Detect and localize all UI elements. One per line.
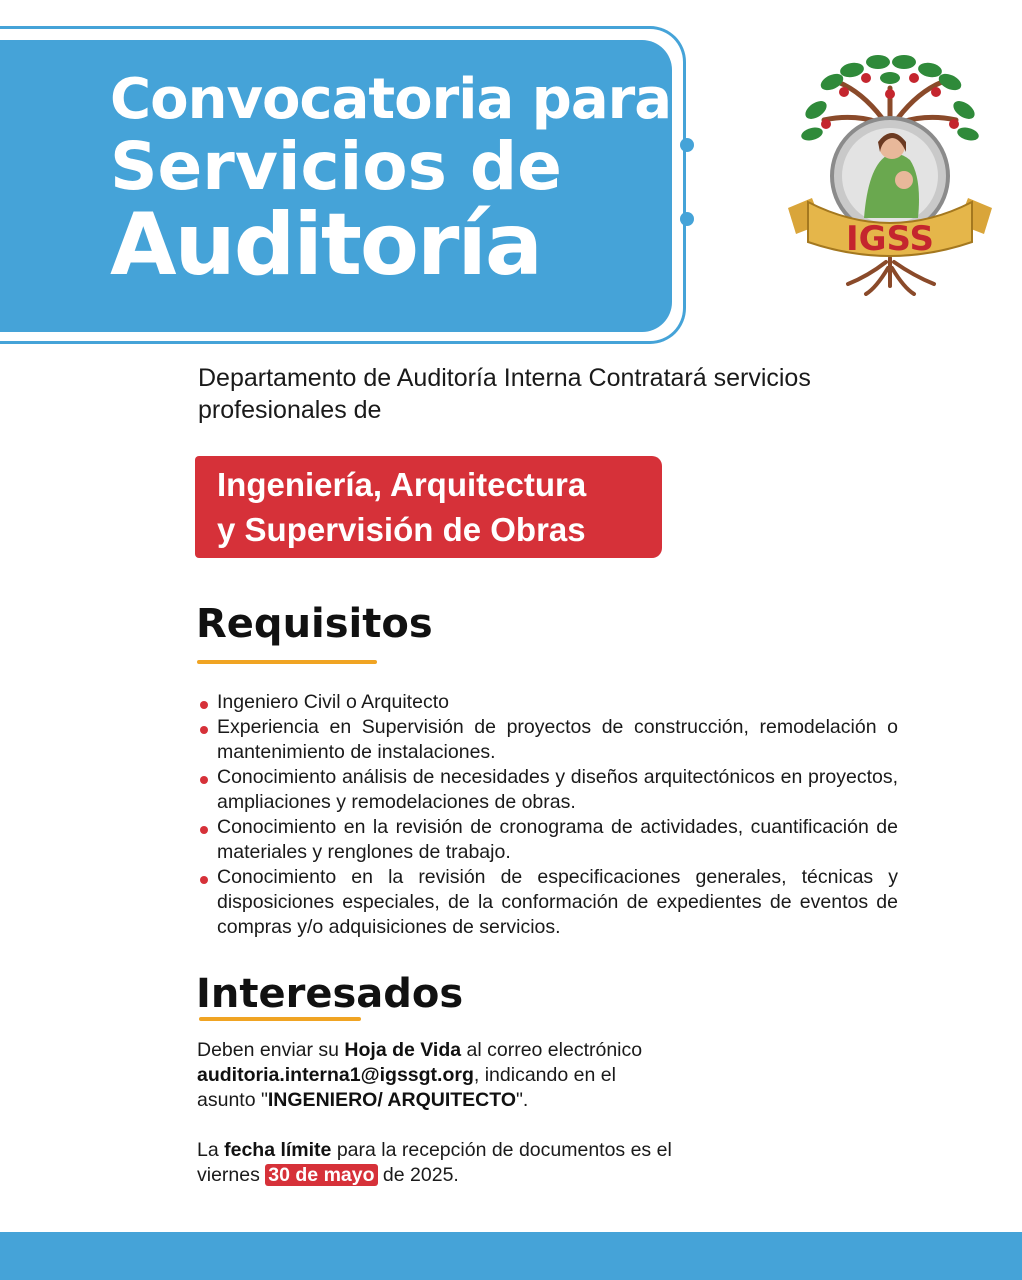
banner-dot: [680, 212, 694, 226]
interested-heading: Interesados: [196, 971, 464, 1017]
title-line-3: Auditoría: [110, 195, 541, 295]
deadline-text: de 2025.: [377, 1164, 459, 1186]
deadline-paragraph: [197, 1138, 707, 1188]
requirements-heading: Requisitos: [196, 601, 433, 647]
title-line-2: Servicios de: [110, 128, 562, 205]
tree-roots-icon: [848, 258, 934, 294]
email-subject: INGENIERO/ ARQUITECTO: [267, 1089, 516, 1111]
list-item: [200, 815, 898, 865]
footer-bar: [0, 1232, 1022, 1280]
bullet-icon: [200, 776, 208, 784]
title-line-1: Convocatoria para: [110, 67, 672, 132]
contact-text: Deben enviar su: [197, 1039, 345, 1061]
requirement-text: Experiencia en Supervisión de proyectos de construcción, remodelación o mantenimiento de instalaciones.: [217, 716, 898, 763]
contact-text: , indicando en el asunto ": [197, 1064, 616, 1111]
requirement-text: Conocimiento análisis de necesidades y diseños arquitectónicos en proyectos, ampliaciones y remodelaciones de obras.: [217, 766, 898, 813]
requirement-text: Ingeniero Civil o Arquitecto: [217, 691, 449, 713]
list-item: [200, 690, 898, 715]
bullet-icon: [200, 826, 208, 834]
requirement-text: Conocimiento en la revisión de cronograma de actividades, cuantificación de materiales y renglones de trabajo.: [217, 816, 898, 863]
contact-text: ".: [516, 1089, 529, 1111]
logo-text: IGSS: [845, 219, 935, 259]
bullet-icon: [200, 876, 208, 884]
bullet-icon: [200, 726, 208, 734]
email-link[interactable]: auditoria.interna1@igssgt.org: [197, 1064, 474, 1086]
list-item: [200, 865, 898, 940]
contact-text: al correo electrónico: [461, 1039, 643, 1061]
list-item: [200, 715, 898, 765]
requirements-list: [200, 690, 898, 940]
contact-paragraph: [197, 1038, 667, 1113]
cv-label: Hoja de Vida: [344, 1039, 462, 1061]
deadline-label: fecha límite: [224, 1139, 332, 1161]
interested-underline: [199, 1017, 361, 1021]
bullet-icon: [200, 701, 208, 709]
specialty-line-2: y Supervisión de Obras: [217, 511, 586, 548]
list-item: [200, 765, 898, 815]
intro-text: Departamento de Auditoría Interna Contratará servicios profesionales de: [198, 364, 811, 424]
igss-logo: [782, 48, 998, 296]
requirement-text: Conocimiento en la revisión de especificaciones generales, técnicas y disposiciones especiales, de la conformación de expedientes de eventos de compras y/o adquisiciones de servicios.: [217, 866, 898, 938]
requirements-underline: [197, 660, 377, 664]
specialty-line-1: Ingeniería, Arquitectura: [217, 466, 587, 503]
deadline-text: para la recepción de documentos es el viernes: [197, 1139, 672, 1186]
deadline-text: La: [197, 1139, 225, 1161]
deadline-date-badge: 30 de mayo: [265, 1164, 377, 1186]
banner-dot: [680, 138, 694, 152]
